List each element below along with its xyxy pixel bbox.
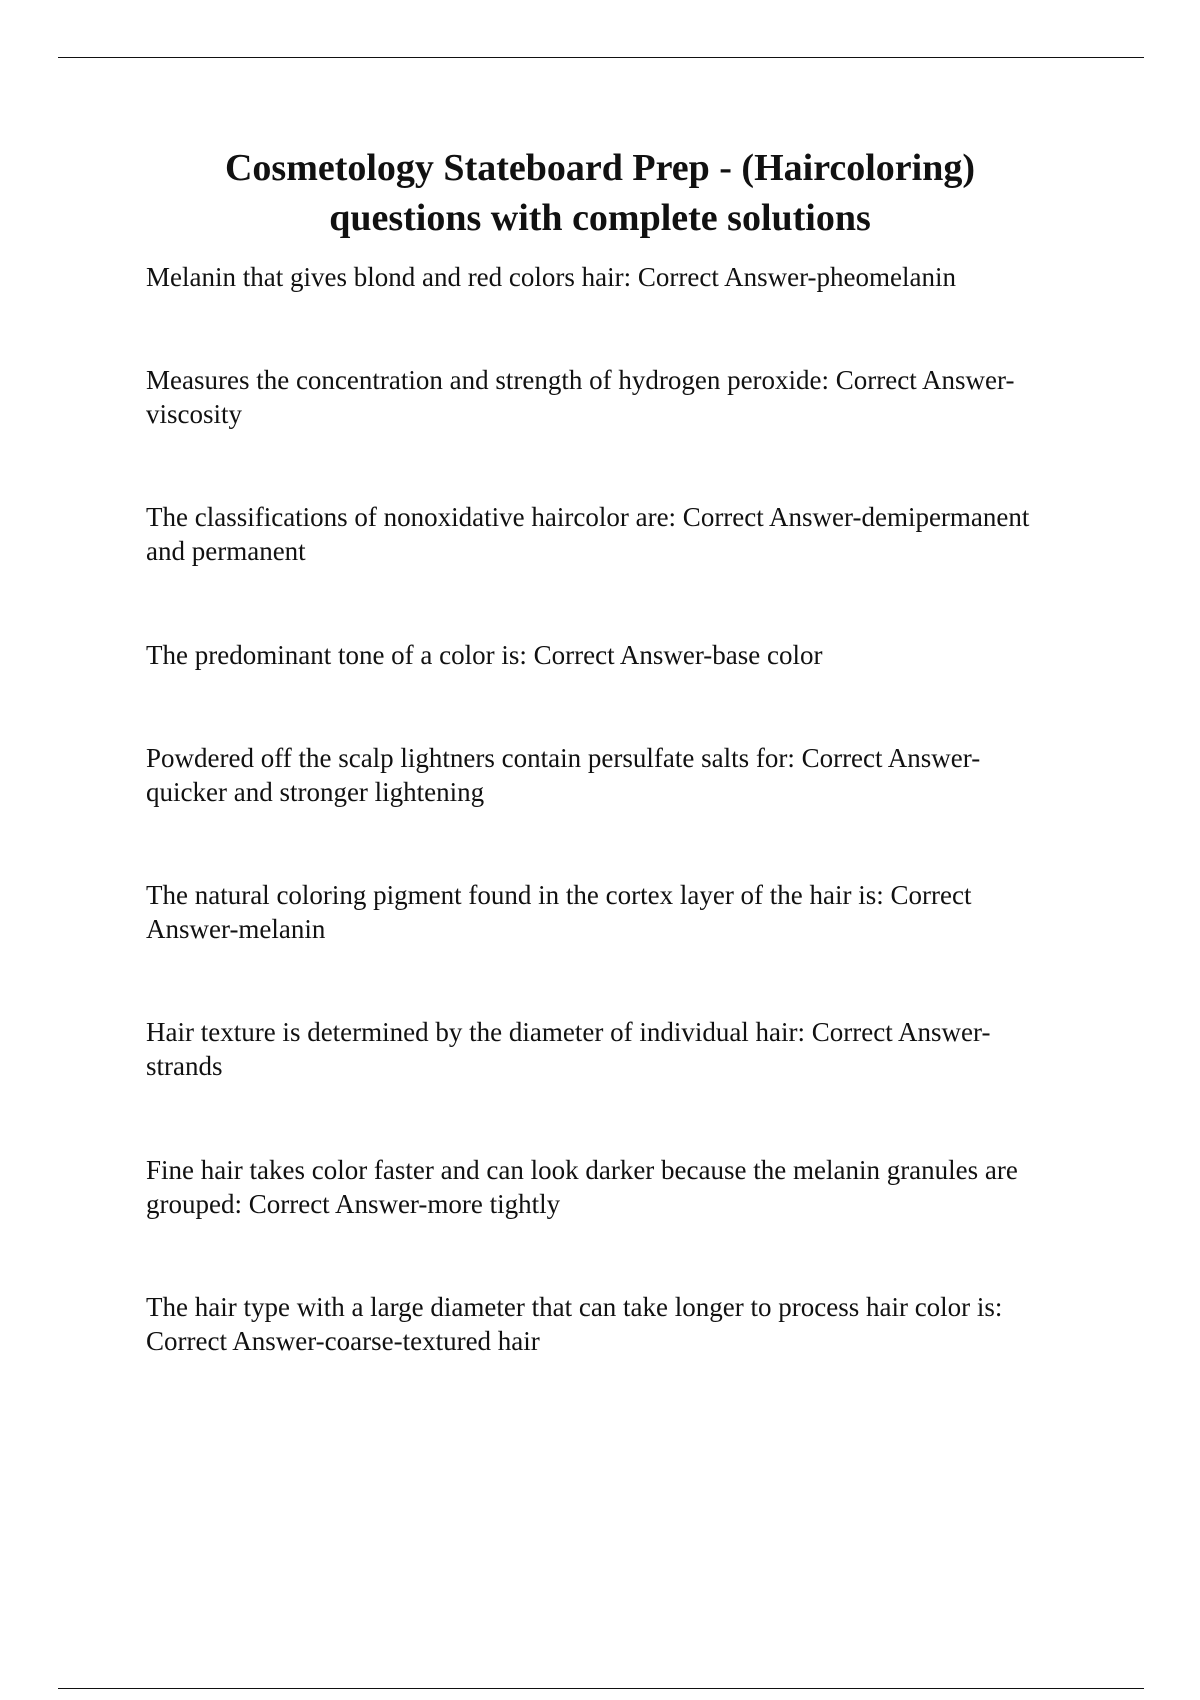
qa-item-4 xyxy=(146,638,1086,672)
document-title xyxy=(100,143,1100,243)
qa-line: The predominant tone of a color is: Correct Answer-base color xyxy=(146,640,823,670)
qa-line: viscosity xyxy=(146,399,243,429)
qa-line: Answer-melanin xyxy=(146,914,326,944)
qa-item-2 xyxy=(146,363,1086,431)
qa-line: quicker and stronger lightening xyxy=(146,777,485,807)
title-line-1: Cosmetology Stateboard Prep - (Haircoloring) xyxy=(224,147,976,189)
qa-line: Correct Answer-coarse-textured hair xyxy=(146,1326,540,1356)
qa-item-3 xyxy=(146,500,1086,568)
qa-line: Measures the concentration and strength of hydrogen peroxide: Correct Answer- xyxy=(146,365,1015,395)
qa-line: The hair type with a large diameter that can take longer to process hair color is: xyxy=(146,1292,1003,1322)
qa-line: The classifications of nonoxidative haircolor are: Correct Answer-demipermanent xyxy=(146,502,1030,532)
title-line-2: questions with complete solutions xyxy=(329,197,871,239)
qa-line: and permanent xyxy=(146,536,306,566)
qa-item-7 xyxy=(146,1015,1086,1083)
qa-line: Fine hair takes color faster and can look darker because the melanin granules are xyxy=(146,1155,1018,1185)
qa-line: grouped: Correct Answer-more tightly xyxy=(146,1189,561,1219)
bottom-rule xyxy=(58,1688,1144,1689)
qa-item-9 xyxy=(146,1290,1086,1358)
qa-item-8 xyxy=(146,1153,1086,1221)
top-rule xyxy=(58,57,1144,58)
qa-line: Hair texture is determined by the diameter of individual hair: Correct Answer- xyxy=(146,1017,991,1047)
qa-line: The natural coloring pigment found in the cortex layer of the hair is: Correct xyxy=(146,880,972,910)
qa-item-5 xyxy=(146,741,1086,809)
qa-item-6 xyxy=(146,878,1086,946)
qa-item-1 xyxy=(146,260,1086,294)
qa-line: Powdered off the scalp lightners contain persulfate salts for: Correct Answer- xyxy=(146,743,981,773)
qa-line: strands xyxy=(146,1051,223,1081)
qa-line: Melanin that gives blond and red colors hair: Correct Answer-pheomelanin xyxy=(146,262,956,292)
